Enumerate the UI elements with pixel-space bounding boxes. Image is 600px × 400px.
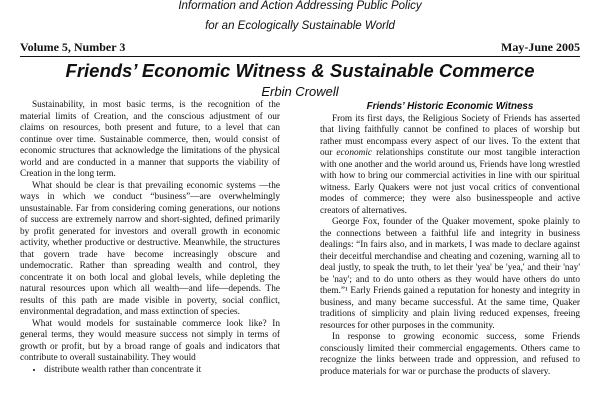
- article-title: Friends’ Economic Witness & Sustainable Commerce: [65, 60, 535, 81]
- list-item: • distribute wealth rather than concentrate it: [44, 365, 280, 377]
- paragraph: In response to growing economic success, some Friends consciously limited their commercial engagements. Others came to recognize the links between trade and oppression, and refused to produce materials for war or purchase the products of slavery.: [320, 332, 580, 377]
- masthead-line-1: Information and Action Addressing Public Policy: [178, 0, 422, 12]
- masthead-line-2: for an Ecologically Sustainable World: [205, 20, 395, 32]
- paragraph-text: relationships constitute our most tangible interaction with one another and the world around us, Friends have long wrestled with how to bring our commercial activities in line with our spiritual witness. Early Quakers were not just vocal critics of conventional modes of commerce; they were also businesspeople and active creators of alternatives.: [320, 148, 580, 216]
- paragraph: What should be clear is that prevailing economic systems —the ways in which we conduct “business”—are overwhelmingly unsustainable. Far from considering coming generations, our notions of success are extremely narrow and short-sighted, defined primarily by profit generated for investors and overall growth in economic activity, whether productive or destructive. Meanwhile, the structures that govern trade have become increasingly obscure and undemocratic. Rather than spreading wealth and control, they concentrate it on both local and global levels, while depleting the natural resources upon which all wealth—and life—depends. The results of this path are made visible in poverty, social conflict, environmental degradation, and mass extinction of species.: [20, 180, 280, 317]
- paragraph: What would models for sustainable commerce look like? In general terms, they would measure success not simply in terms of growth or profit, but by a broad range of goals and indicators that contribute to overall sustainability. They would: [20, 318, 280, 363]
- right-column: [320, 100, 580, 400]
- issue-info-bar: [20, 40, 580, 54]
- paragraph: [320, 114, 580, 218]
- paragraph-text: From its first days, the Religious Society of Friends has asserted that living faithfully cannot be confined to places of worship but rather must encompass every aspect of our lives. To the extent that our: [320, 113, 580, 158]
- issue-date: May-June 2005: [501, 40, 580, 54]
- left-column: [20, 100, 280, 400]
- emphasized-word: economic: [336, 148, 373, 158]
- paragraph: Sustainability, in most basic terms, is the recognition of the material limits of Creation, and the conscious adjustment of our claims on resources, both present and future, to a level that can continue over time. Sustainable commerce, then, would consist of economic structures that acknowledge the limitations of the physical world and are conducted in a manner that supports the viability of Creation in the long term.: [20, 100, 280, 179]
- issue-volume: Volume 5, Number 3: [20, 40, 126, 54]
- article-author: Erbin Crowell: [261, 84, 339, 99]
- section-subheading: Friends’ Historic Economic Witness: [366, 101, 534, 112]
- paragraph: George Fox, founder of the Quaker movement, spoke plainly to the connections between a faithful life and integrity in business dealings: “In fairs also, and in markets, I was made to declare against their deceitful merchandise and cheating and cozening, warning all to deal justly, to speak the truth, to let their 'yea' be 'yea,' and their 'nay' be 'nay'; and to do unto others as they would have others do unto them.”¹ Early Friends gained a reputation for honesty and integrity in business, and many became successful. At the same time, Quaker traditions of simplicity and plain living reduced expenses, freeing resources for other purposes in the community.: [320, 217, 580, 331]
- bullet-list: [20, 365, 280, 377]
- header-rule: [20, 56, 580, 57]
